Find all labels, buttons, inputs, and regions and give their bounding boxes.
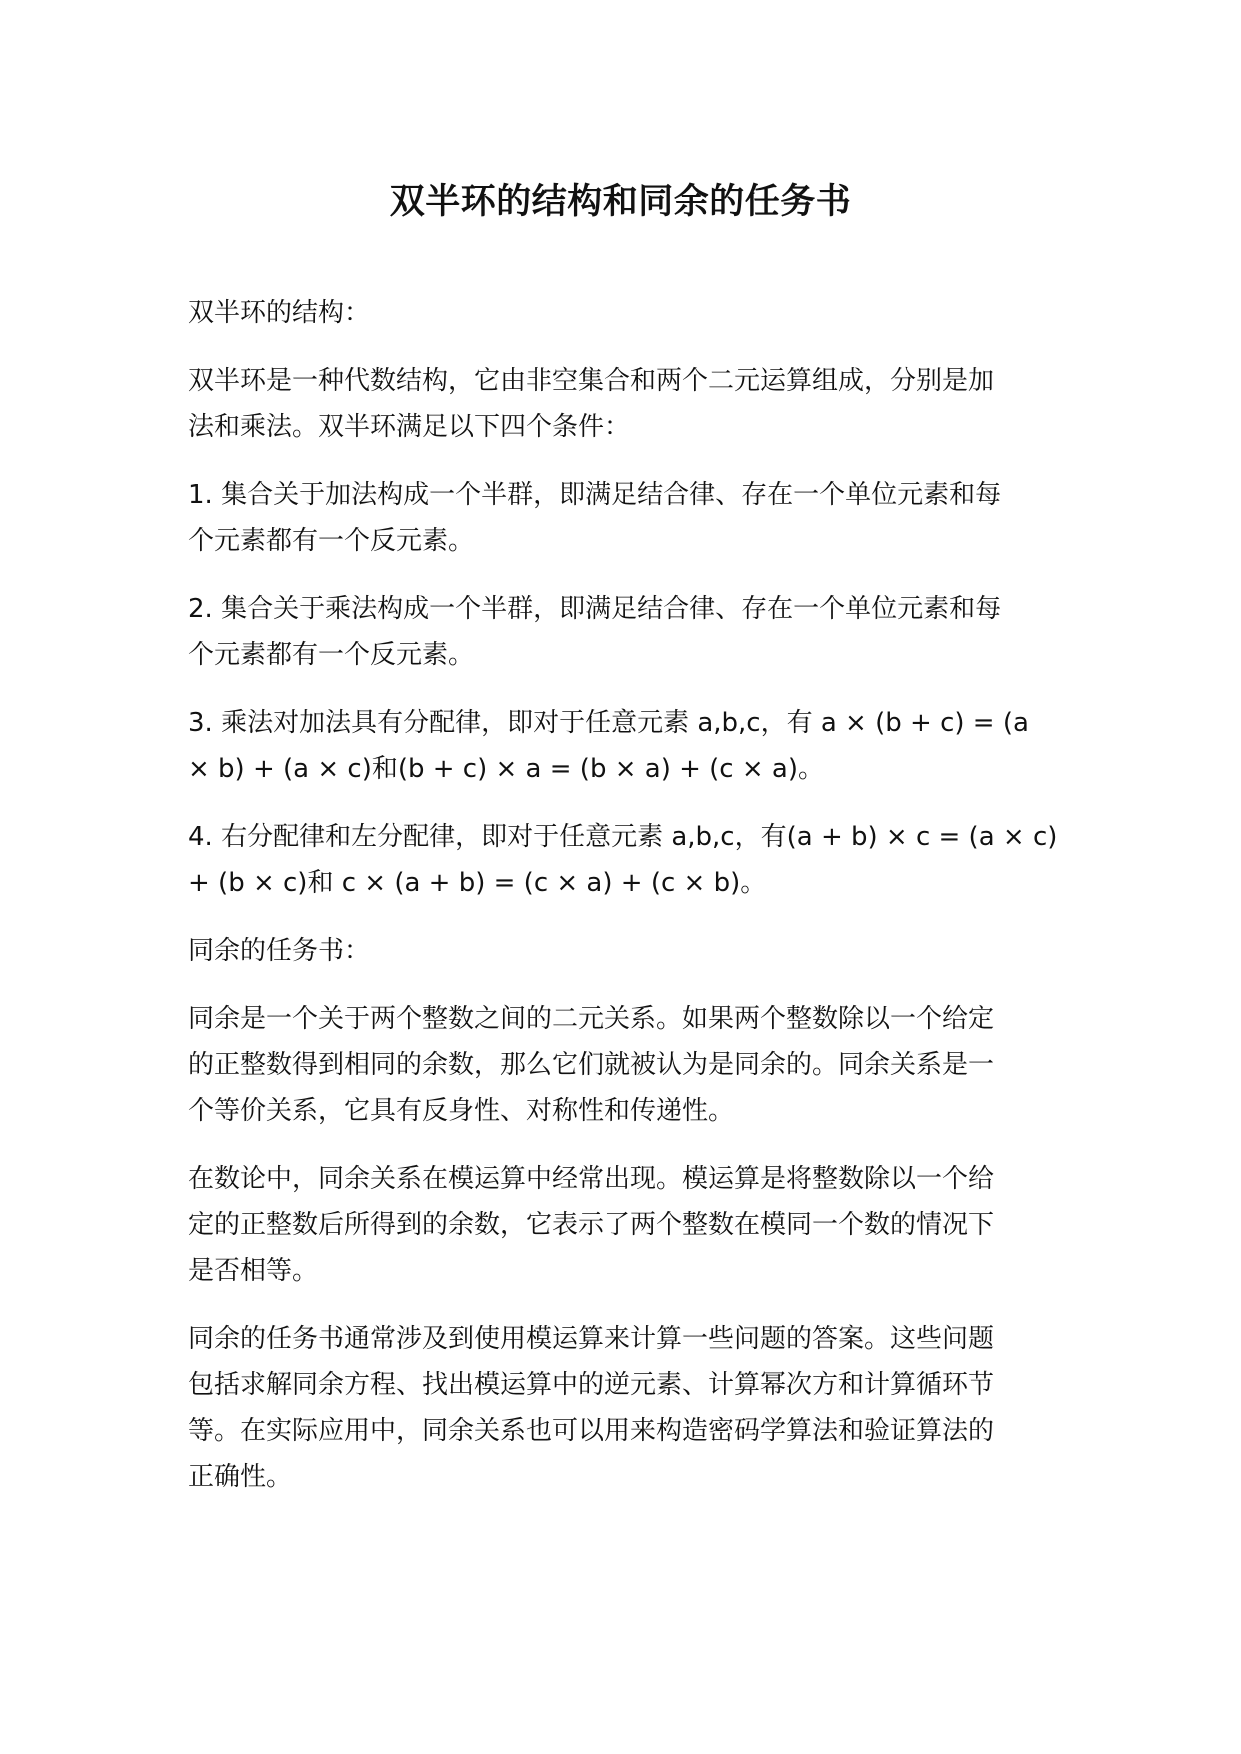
- paragraph-definition: 双半环是一种代数结构，它由非空集合和两个二元运算组成，分别是加 法和乘法。双半环满足以下四个条件：: [188, 366, 995, 442]
- paragraph-congruence-definition: 同余是一个关于两个整数之间的二元关系。如果两个整数除以一个给定 的正整数得到相同的余数，那么它们就被认为是同余的。同余关系是一 个等价关系，它具有反身性、对称性和传递性。: [188, 1004, 995, 1126]
- paragraph-modular-arithmetic: 在数论中，同余关系在模运算中经常出现。模运算是将整数除以一个给 定的正整数后所得到的余数，它表示了两个整数在模同一个数的情况下 是否相等。: [188, 1164, 995, 1286]
- condition-item-4: 4. 右分配律和左分配律，即对于任意元素 a,b,c，有(a + b) × c = (a × c) + (b × c)和 c × (a + b) = (c × a) + (c × b)。: [188, 822, 1058, 898]
- document-title: 双半环的结构和同余的任务书: [389, 182, 852, 222]
- condition-item-2: 2. 集合关于乘法构成一个半群，即满足结合律、存在一个单位元素和每 个元素都有一个反元素。: [188, 594, 1002, 670]
- condition-item-1: 1. 集合关于加法构成一个半群，即满足结合律、存在一个单位元素和每 个元素都有一个反元素。: [188, 480, 1002, 556]
- paragraph-task-description: 同余的任务书通常涉及到使用模运算来计算一些问题的答案。这些问题 包括求解同余方程、找出模运算中的逆元素、计算幂次方和计算循环节 等。在实际应用中，同余关系也可以用来构造密码学算法和验证算法的 正确性。: [188, 1324, 995, 1492]
- section-heading-structure: 双半环的结构：: [188, 298, 371, 328]
- section-heading-congruence: 同余的任务书：: [188, 936, 371, 966]
- condition-item-3: 3. 乘法对加法具有分配律，即对于任意元素 a,b,c，有 a × (b + c) = (a × b) + (a × c)和(b + c) × a = (b × a) + (c × a)。: [188, 708, 1029, 784]
- document-body: [188, 290, 1068, 1522]
